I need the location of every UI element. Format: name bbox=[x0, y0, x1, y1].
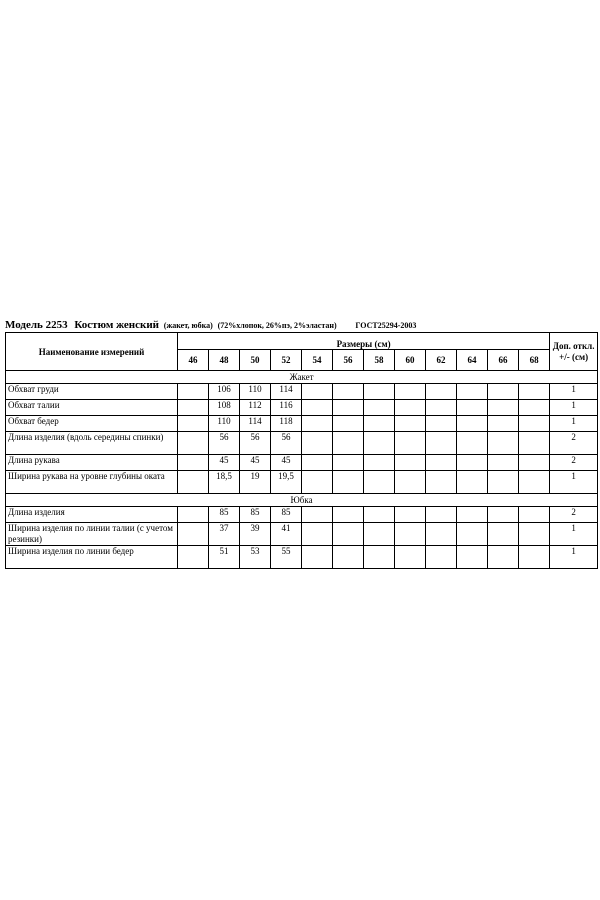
fabric-content: (72%хлопок, 26%пэ, 2%эластан) bbox=[217, 321, 337, 330]
table-row bbox=[6, 455, 598, 471]
value-cell: 19 bbox=[240, 471, 271, 494]
value-cell bbox=[302, 416, 333, 432]
value-cell bbox=[426, 455, 457, 471]
value-cell bbox=[426, 432, 457, 455]
measurement-name: Ширина изделия по линии талии (с учетом резинки) bbox=[6, 523, 178, 546]
tolerance-cell: 1 bbox=[550, 523, 598, 546]
table-row bbox=[6, 546, 598, 569]
section-header-row bbox=[6, 371, 598, 384]
value-cell bbox=[333, 507, 364, 523]
value-cell bbox=[488, 416, 519, 432]
value-cell bbox=[395, 471, 426, 494]
tolerance-cell: 2 bbox=[550, 507, 598, 523]
value-cell bbox=[457, 546, 488, 569]
value-cell: 53 bbox=[240, 546, 271, 569]
size-54: 54 bbox=[302, 350, 333, 371]
product-composition: (жакет, юбка) bbox=[163, 321, 213, 330]
value-cell bbox=[302, 471, 333, 494]
tolerance-cell: 2 bbox=[550, 455, 598, 471]
value-cell bbox=[333, 400, 364, 416]
value-cell bbox=[395, 400, 426, 416]
value-cell bbox=[364, 471, 395, 494]
tolerance-cell: 1 bbox=[550, 384, 598, 400]
value-cell bbox=[302, 432, 333, 455]
document-title bbox=[5, 318, 597, 332]
measurement-name: Обхват бедер bbox=[6, 416, 178, 432]
value-cell: 116 bbox=[271, 400, 302, 416]
value-cell bbox=[426, 507, 457, 523]
measurement-name: Ширина изделия по линии бедер bbox=[6, 546, 178, 569]
measurement-name: Обхват талии bbox=[6, 400, 178, 416]
value-cell: 112 bbox=[240, 400, 271, 416]
value-cell bbox=[426, 546, 457, 569]
table-body bbox=[6, 371, 598, 569]
value-cell: 106 bbox=[209, 384, 240, 400]
value-cell: 56 bbox=[240, 432, 271, 455]
value-cell bbox=[178, 546, 209, 569]
value-cell: 85 bbox=[240, 507, 271, 523]
value-cell bbox=[426, 384, 457, 400]
value-cell bbox=[488, 507, 519, 523]
value-cell: 56 bbox=[271, 432, 302, 455]
value-cell bbox=[302, 455, 333, 471]
value-cell: 51 bbox=[209, 546, 240, 569]
value-cell bbox=[457, 471, 488, 494]
size-48: 48 bbox=[209, 350, 240, 371]
section-title: Жакет bbox=[6, 371, 598, 384]
value-cell bbox=[519, 384, 550, 400]
standard-code: ГОСТ25294-2003 bbox=[355, 321, 417, 330]
value-cell: 55 bbox=[271, 546, 302, 569]
size-62: 62 bbox=[426, 350, 457, 371]
value-cell bbox=[426, 416, 457, 432]
value-cell bbox=[302, 507, 333, 523]
value-cell bbox=[364, 432, 395, 455]
size-60: 60 bbox=[395, 350, 426, 371]
table-row bbox=[6, 384, 598, 400]
value-cell bbox=[457, 507, 488, 523]
value-cell: 19,5 bbox=[271, 471, 302, 494]
value-cell bbox=[457, 384, 488, 400]
value-cell bbox=[364, 384, 395, 400]
value-cell bbox=[178, 523, 209, 546]
value-cell bbox=[457, 416, 488, 432]
value-cell bbox=[519, 471, 550, 494]
value-cell bbox=[333, 416, 364, 432]
value-cell bbox=[519, 507, 550, 523]
value-cell bbox=[426, 400, 457, 416]
table-row bbox=[6, 400, 598, 416]
size-46: 46 bbox=[178, 350, 209, 371]
value-cell bbox=[395, 523, 426, 546]
value-cell bbox=[519, 523, 550, 546]
value-cell: 37 bbox=[209, 523, 240, 546]
size-52: 52 bbox=[271, 350, 302, 371]
value-cell bbox=[178, 471, 209, 494]
value-cell bbox=[333, 384, 364, 400]
value-cell bbox=[519, 416, 550, 432]
value-cell: 45 bbox=[240, 455, 271, 471]
value-cell bbox=[333, 546, 364, 569]
value-cell: 85 bbox=[271, 507, 302, 523]
value-cell bbox=[395, 432, 426, 455]
value-cell bbox=[364, 400, 395, 416]
tolerance-cell: 2 bbox=[550, 432, 598, 455]
value-cell bbox=[488, 384, 519, 400]
value-cell: 110 bbox=[240, 384, 271, 400]
value-cell bbox=[302, 400, 333, 416]
value-cell: 110 bbox=[209, 416, 240, 432]
value-cell bbox=[364, 507, 395, 523]
value-cell bbox=[457, 523, 488, 546]
size-66: 66 bbox=[488, 350, 519, 371]
value-cell: 39 bbox=[240, 523, 271, 546]
value-cell bbox=[519, 400, 550, 416]
value-cell bbox=[519, 546, 550, 569]
value-cell bbox=[488, 546, 519, 569]
value-cell: 45 bbox=[271, 455, 302, 471]
size-58: 58 bbox=[364, 350, 395, 371]
value-cell bbox=[426, 523, 457, 546]
measurement-name: Ширина рукава на уровне глубины оката bbox=[6, 471, 178, 494]
table-row bbox=[6, 416, 598, 432]
size-56: 56 bbox=[333, 350, 364, 371]
table-row bbox=[6, 432, 598, 455]
value-cell bbox=[488, 432, 519, 455]
product-name: Костюм женский bbox=[74, 319, 160, 331]
value-cell bbox=[178, 384, 209, 400]
value-cell bbox=[333, 523, 364, 546]
value-cell bbox=[395, 455, 426, 471]
value-cell bbox=[178, 432, 209, 455]
size-chart-document bbox=[5, 318, 597, 569]
value-cell bbox=[178, 507, 209, 523]
table-row bbox=[6, 507, 598, 523]
value-cell: 114 bbox=[240, 416, 271, 432]
value-cell bbox=[519, 455, 550, 471]
sizes-header: Размеры (см) bbox=[178, 333, 550, 350]
table-row bbox=[6, 523, 598, 546]
value-cell bbox=[488, 471, 519, 494]
model-number: Модель 2253 bbox=[5, 319, 68, 331]
value-cell bbox=[457, 455, 488, 471]
value-cell bbox=[457, 400, 488, 416]
value-cell bbox=[364, 546, 395, 569]
size-50: 50 bbox=[240, 350, 271, 371]
section-title: Юбка bbox=[6, 494, 598, 507]
value-cell bbox=[488, 455, 519, 471]
size-68: 68 bbox=[519, 350, 550, 371]
tolerance-cell: 1 bbox=[550, 546, 598, 569]
value-cell bbox=[364, 455, 395, 471]
value-cell: 18,5 bbox=[209, 471, 240, 494]
value-cell bbox=[302, 546, 333, 569]
value-cell: 114 bbox=[271, 384, 302, 400]
value-cell bbox=[364, 523, 395, 546]
value-cell bbox=[395, 416, 426, 432]
value-cell bbox=[302, 523, 333, 546]
table-row bbox=[6, 471, 598, 494]
value-cell bbox=[395, 546, 426, 569]
value-cell bbox=[333, 471, 364, 494]
value-cell bbox=[178, 455, 209, 471]
value-cell bbox=[302, 384, 333, 400]
section-header-row bbox=[6, 494, 598, 507]
tolerance-cell: 1 bbox=[550, 416, 598, 432]
measurement-name-header: Наименование измерений bbox=[6, 333, 178, 371]
value-cell bbox=[178, 400, 209, 416]
size-64: 64 bbox=[457, 350, 488, 371]
value-cell bbox=[395, 384, 426, 400]
value-cell: 56 bbox=[209, 432, 240, 455]
measurement-name: Длина изделия bbox=[6, 507, 178, 523]
tolerance-header: Доп. откл. +/- (см) bbox=[550, 333, 598, 371]
value-cell bbox=[333, 455, 364, 471]
tolerance-cell: 1 bbox=[550, 400, 598, 416]
value-cell bbox=[488, 400, 519, 416]
value-cell: 45 bbox=[209, 455, 240, 471]
measurement-name: Обхват груди bbox=[6, 384, 178, 400]
value-cell: 85 bbox=[209, 507, 240, 523]
measurements-table bbox=[5, 332, 598, 569]
value-cell bbox=[178, 416, 209, 432]
value-cell: 118 bbox=[271, 416, 302, 432]
value-cell: 108 bbox=[209, 400, 240, 416]
value-cell bbox=[519, 432, 550, 455]
value-cell bbox=[333, 432, 364, 455]
measurement-name: Длина изделия (вдоль середины спинки) bbox=[6, 432, 178, 455]
value-cell bbox=[488, 523, 519, 546]
value-cell bbox=[426, 471, 457, 494]
value-cell: 41 bbox=[271, 523, 302, 546]
measurement-name: Длина рукава bbox=[6, 455, 178, 471]
value-cell bbox=[457, 432, 488, 455]
value-cell bbox=[395, 507, 426, 523]
tolerance-cell: 1 bbox=[550, 471, 598, 494]
value-cell bbox=[364, 416, 395, 432]
